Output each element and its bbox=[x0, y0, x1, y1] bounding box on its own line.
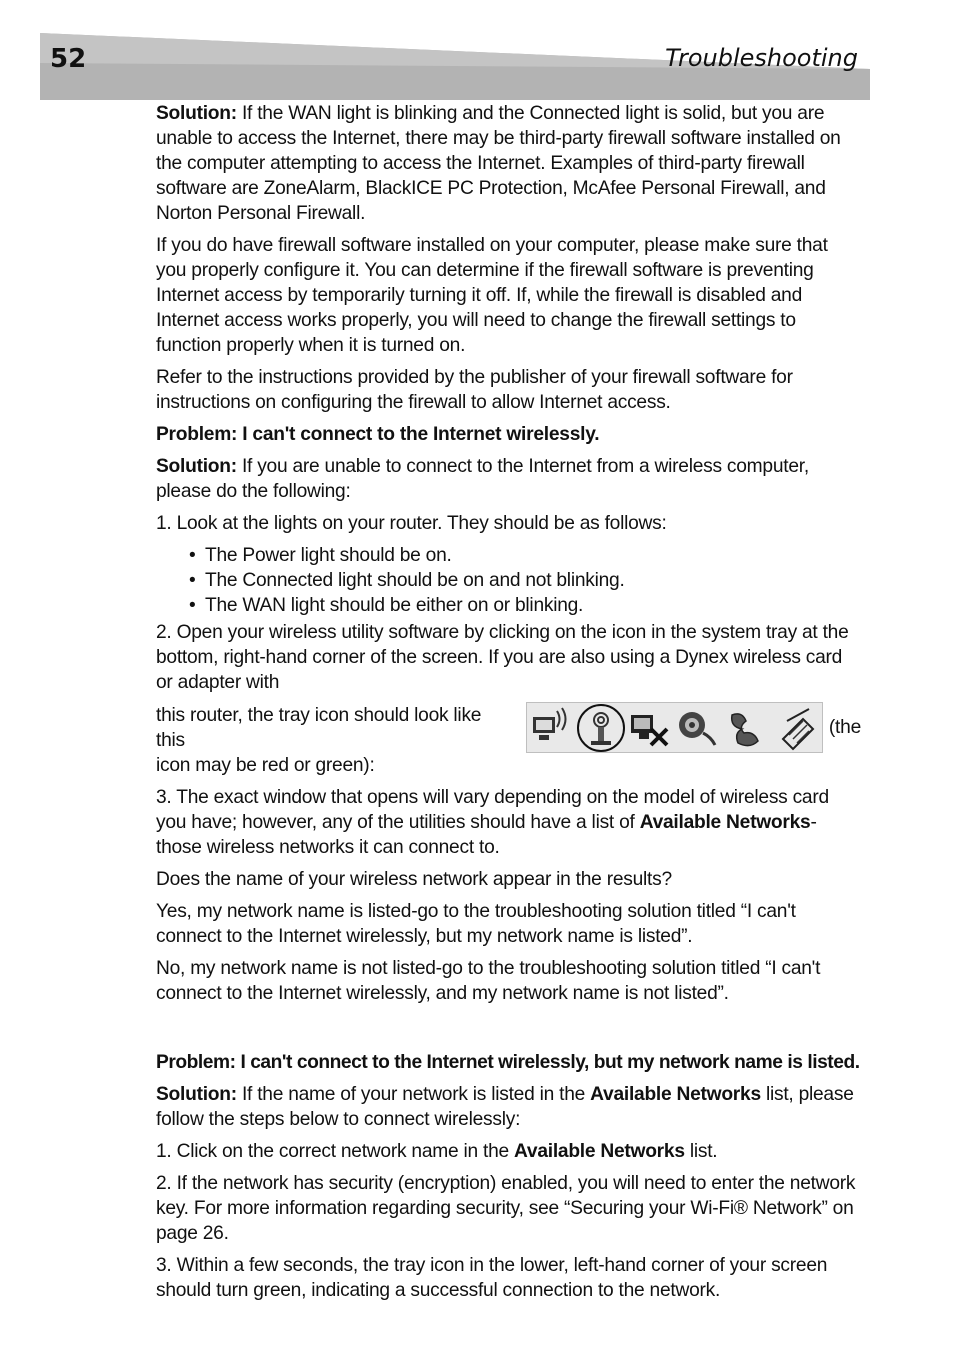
solution-wireless-paragraph: Solution: If you are unable to connect to the Internet from a wireless computer, please do the following: bbox=[156, 456, 809, 502]
page-number: 52 bbox=[50, 44, 87, 74]
tray-text-after: (the bbox=[828, 717, 861, 738]
list-item: • The Connected light should be on and not blinking. bbox=[189, 570, 625, 591]
problem-heading: Problem: I can't connect to the Internet wirelessly, but my network name is listed. bbox=[156, 1052, 860, 1073]
section-title: Troubleshooting bbox=[665, 44, 858, 72]
step-1: 1. Look at the lights on your router. They should be as follows: bbox=[156, 513, 667, 534]
step-2-end: icon may be red or green): bbox=[156, 755, 375, 776]
listed-step-1: 1. Click on the correct network name in the Available Networks list. bbox=[156, 1141, 718, 1162]
tray-icon-row bbox=[156, 702, 861, 753]
list-item: • The WAN light should be either on or blinking. bbox=[189, 595, 584, 616]
firewall-config-paragraph: If you do have firewall software installed on your computer, please make sure that you properly configure it. You can determine if the firewall software is preventing Internet access by temporarily turning it off. If, while the firewall is disabled and Internet access works properly, you will need to change the firewall settings to function properly when it is turned on. bbox=[156, 235, 828, 356]
firewall-instructions-paragraph: Refer to the instructions provided by the publisher of your firewall software for instructions on configuring the firewall to allow Internet access. bbox=[156, 367, 793, 413]
step-3: 3. The exact window that opens will vary depending on the model of wireless card you have; however, any of the utilities should have a list of Available Networks-those wireless networks it can connect to. bbox=[156, 787, 829, 858]
answer-yes: Yes, my network name is listed-go to the troubleshooting solution titled “I can't connect to the Internet wirelessly, but my network name is listed”. bbox=[156, 901, 796, 947]
tray-text-before: this router, the tray icon should look like this bbox=[156, 704, 482, 751]
listed-step-2: 2. If the network has security (encryption) enabled, you will need to enter the network key. For more information regarding security, see “Securing your Wi-Fi® Network” on page 26. bbox=[156, 1173, 856, 1244]
utility-icon bbox=[732, 714, 758, 746]
answer-no: No, my network name is not listed-go to the troubleshooting solution titled “I can't connect to the Internet wirelessly, and my network name is not listed”. bbox=[156, 958, 821, 1004]
network-disconnected-icon bbox=[631, 715, 667, 745]
system-tray-image bbox=[526, 702, 823, 753]
network-signal-icon bbox=[533, 708, 566, 740]
pen-tablet-icon bbox=[783, 709, 813, 749]
solution-label: Solution: bbox=[156, 103, 237, 124]
solution-listed-paragraph: Solution: If the name of your network is listed in the Available Networks list, please follow the steps below to connect wirelessly: bbox=[156, 1084, 854, 1130]
bullet-icon: • bbox=[189, 595, 196, 616]
step-2: 2. Open your wireless utility software by clicking on the icon in the system tray at the bottom, right-hand corner of the screen. If you are also using a Dynex wireless card or adapter with bbox=[156, 622, 849, 693]
page-content bbox=[156, 101, 861, 1310]
list-item: • The Power light should be on. bbox=[189, 545, 452, 566]
solution-label: Solution: bbox=[156, 1084, 237, 1105]
solution-firewall-paragraph: Solution: If the WAN light is blinking and the Connected light is solid, but you are unable to access the Internet, there may be third-party firewall software installed on the computer attempting to access the Internet. Examples of third-party firewall software are ZoneAlarm, BlackICE PC Protection, McAfee Personal Firewall, and Norton Personal Firewall. bbox=[156, 103, 841, 224]
wireless-utility-icon bbox=[578, 705, 624, 751]
solution-label: Solution: bbox=[156, 456, 237, 477]
bullet-icon: • bbox=[189, 570, 196, 591]
network-question: Does the name of your wireless network appear in the results? bbox=[156, 869, 672, 890]
router-lights-list bbox=[156, 543, 861, 618]
problem-heading: Problem: I can't connect to the Internet wirelessly. bbox=[156, 424, 600, 445]
listed-step-3: 3. Within a few seconds, the tray icon in the lower, left-hand corner of your screen should turn green, indicating a successful connection to the network. bbox=[156, 1255, 828, 1301]
speaker-icon bbox=[679, 712, 715, 745]
bullet-icon: • bbox=[189, 545, 196, 566]
